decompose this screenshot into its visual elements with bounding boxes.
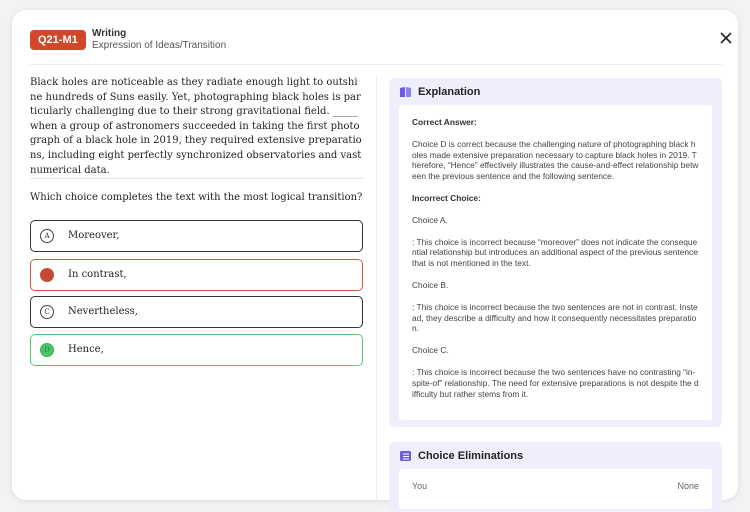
incorrect-choice-text: : This choice is incorrect because the two sentences have no contrasting “in-spite-of” relationship. The need for extensive preparations is not despite the difficulty but rather stems from it.	[412, 366, 699, 399]
choice-a[interactable]	[30, 220, 363, 252]
incorrect-choice-text: : This choice is incorrect because “moreover” does not indicate the consequential relationship but introduces an additional aspect of the previous sentence that is not mentioned in the text.	[412, 236, 698, 269]
choice-text: Hence,	[68, 344, 104, 355]
choice-d[interactable]	[30, 334, 363, 366]
correct-answer-label: Correct Answer:	[412, 117, 477, 127]
choice-text: Moreover,	[68, 230, 120, 241]
header-divider	[30, 64, 722, 65]
list-icon	[399, 450, 412, 462]
incorrect-choice-name: Choice A.	[412, 214, 448, 225]
choice-c[interactable]	[30, 296, 363, 328]
choice-letter: A	[40, 229, 54, 243]
section-subtitle: Expression of Ideas/Transition	[92, 40, 227, 51]
explanation-panel	[389, 78, 722, 427]
choice-letter: C	[40, 305, 54, 319]
question-divider	[30, 178, 363, 179]
incorrect-choice-name: Choice C.	[412, 345, 449, 356]
close-icon[interactable]	[718, 30, 734, 46]
book-icon	[399, 86, 412, 98]
eliminations-title: Choice Eliminations	[418, 450, 524, 462]
correct-answer-text: Choice D is correct because the challenging nature of photographing black holes made extensive preparation necessary to capture black holes in 2019. Therefore, “Hence” effectively illustrates the cause-and-effect relationship between the previous sentence and the following sentence.	[412, 138, 699, 182]
column-divider	[376, 76, 377, 506]
passage-text: Black holes are noticeable as they radiate enough light to outshine hundreds of Suns easily. Yet, photographing black holes is particularly challenging due to their strong gravitational field. _____ when a group of astronomers succeeded in taking the first photograph of a black hole in 2019, they required extensive preparations, including eight perfectly synchronized observatories and vast numerical data.	[30, 77, 362, 176]
choice-letter: B	[40, 268, 54, 282]
choice-text: Nevertheless,	[68, 306, 138, 317]
eliminations-you-label: You	[412, 481, 428, 491]
explanation-body	[399, 105, 712, 420]
header	[30, 28, 722, 64]
eliminations-body	[399, 469, 712, 509]
explanation-title: Explanation	[418, 86, 481, 98]
question-card	[12, 10, 738, 500]
incorrect-choice-name: Choice B.	[412, 279, 449, 290]
question-id-badge: Q21-M1	[30, 30, 86, 50]
choice-eliminations-panel	[389, 442, 722, 512]
choice-b[interactable]	[30, 259, 363, 291]
incorrect-choice-text: : This choice is incorrect because the two sentences are not in contrast. Instead, they describe a difficulty and how it consequently necessitates preparation.	[412, 301, 698, 334]
eliminations-none-label: None	[677, 481, 699, 491]
choice-text: In contrast,	[68, 269, 127, 280]
question-text: Which choice completes the text with the most logical transition?	[30, 192, 363, 203]
incorrect-choice-label: Incorrect Choice:	[412, 192, 481, 203]
section-title: Writing	[92, 28, 127, 39]
choice-letter: D	[40, 343, 54, 357]
